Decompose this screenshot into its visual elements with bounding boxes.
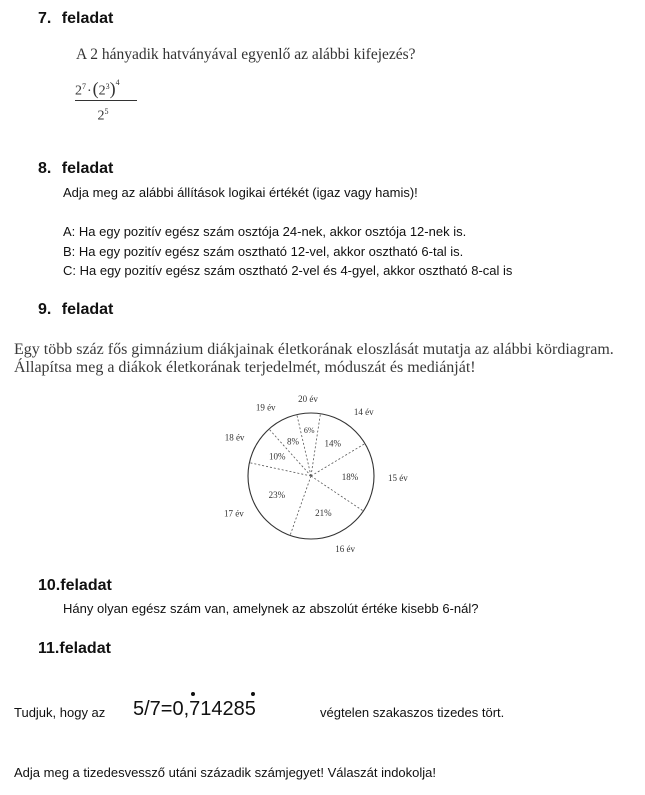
pie-slice-boundary [311, 414, 320, 476]
repeating-digits: 714285 [189, 698, 256, 721]
task9-text-line1: Egy több száz fős gimnázium diákjainak életkorának eloszlását mutatja az alábbi kördiagram. [14, 341, 614, 358]
task11-heading [38, 640, 111, 658]
task11-formula [133, 698, 256, 721]
pie-slice-age-label: 18 év [224, 432, 245, 443]
pie-chart-group [224, 394, 408, 554]
task9-label: feladat [61, 301, 114, 318]
expression-denominator: $2^5$ [97, 107, 109, 124]
task11-number: 11. [38, 640, 60, 657]
statement-b: B: Ha egy pozitív egész szám osztható 12-vel, akkor osztható 6-tal is. [63, 244, 464, 259]
task11-question: Adja meg a tizedesvessző utáni századik számjegyet! Válaszát indokolja! [14, 765, 436, 780]
task8-number: 8. [38, 160, 52, 177]
expression-numerator: $2^7\cdot(2^3)^4$ [75, 78, 120, 99]
task10-number: 10. [38, 577, 61, 594]
task8-label: feladat [61, 160, 114, 177]
task7-number: 7. [38, 10, 52, 27]
task9-text-line2: Állapítsa meg a diákok életkorának terjedelmét, móduszát és mediánját! [14, 359, 476, 376]
repeat-dot-end [251, 692, 255, 696]
statement-c: C: Ha egy pozitív egész szám osztható 2-vel és 4-gyel, akkor osztható 8-cal is [63, 263, 513, 278]
pie-slice-percent: 21% [315, 508, 332, 519]
pie-slice-boundary [249, 463, 311, 476]
pie-slice-percent: 18% [341, 471, 359, 482]
pie-slice-age-label: 17 év [224, 508, 244, 519]
task11-prefix: Tudjuk, hogy az [14, 705, 106, 720]
task11-label: feladat [59, 640, 111, 657]
pie-slice-percent: 14% [324, 438, 341, 449]
pie-slice-age-label: 19 év [255, 402, 276, 413]
task10-heading [38, 577, 112, 595]
task10-question: Hány olyan egész szám van, amelynek az abszolút értéke kisebb 6-nál? [63, 601, 479, 616]
pie-slice-age-label: 15 év [387, 472, 408, 483]
task10-label: feladat [60, 577, 112, 594]
statement-a: A: Ha egy pozitív egész szám osztója 24-nek, akkor osztója 12-nek is. [63, 224, 467, 239]
pie-slice-percent: 8% [287, 436, 300, 447]
pie-slice-age-label: 20 év [298, 394, 318, 405]
pie-slice-age-label: 14 év [353, 407, 374, 418]
task8-intro: Adja meg az alábbi állítások logikai értékét (igaz vagy hamis)! [63, 185, 418, 200]
task11-suffix: végtelen szakaszos tizedes tört. [320, 705, 505, 720]
task9-number: 9. [38, 301, 52, 318]
task7-question: A 2 hányadik hatványával egyenlő az alábbi kifejezés? [76, 46, 416, 63]
pie-slice-percent: 10% [268, 451, 286, 462]
pie-slice-boundary [290, 476, 311, 535]
pie-slice-percent: 23% [268, 490, 286, 501]
task7-label: feladat [61, 10, 114, 27]
formula-whole: 5/7=0, [133, 698, 190, 720]
pie-slice-age-label: 16 év [335, 544, 356, 555]
pie-slice-percent: 6% [303, 426, 315, 436]
